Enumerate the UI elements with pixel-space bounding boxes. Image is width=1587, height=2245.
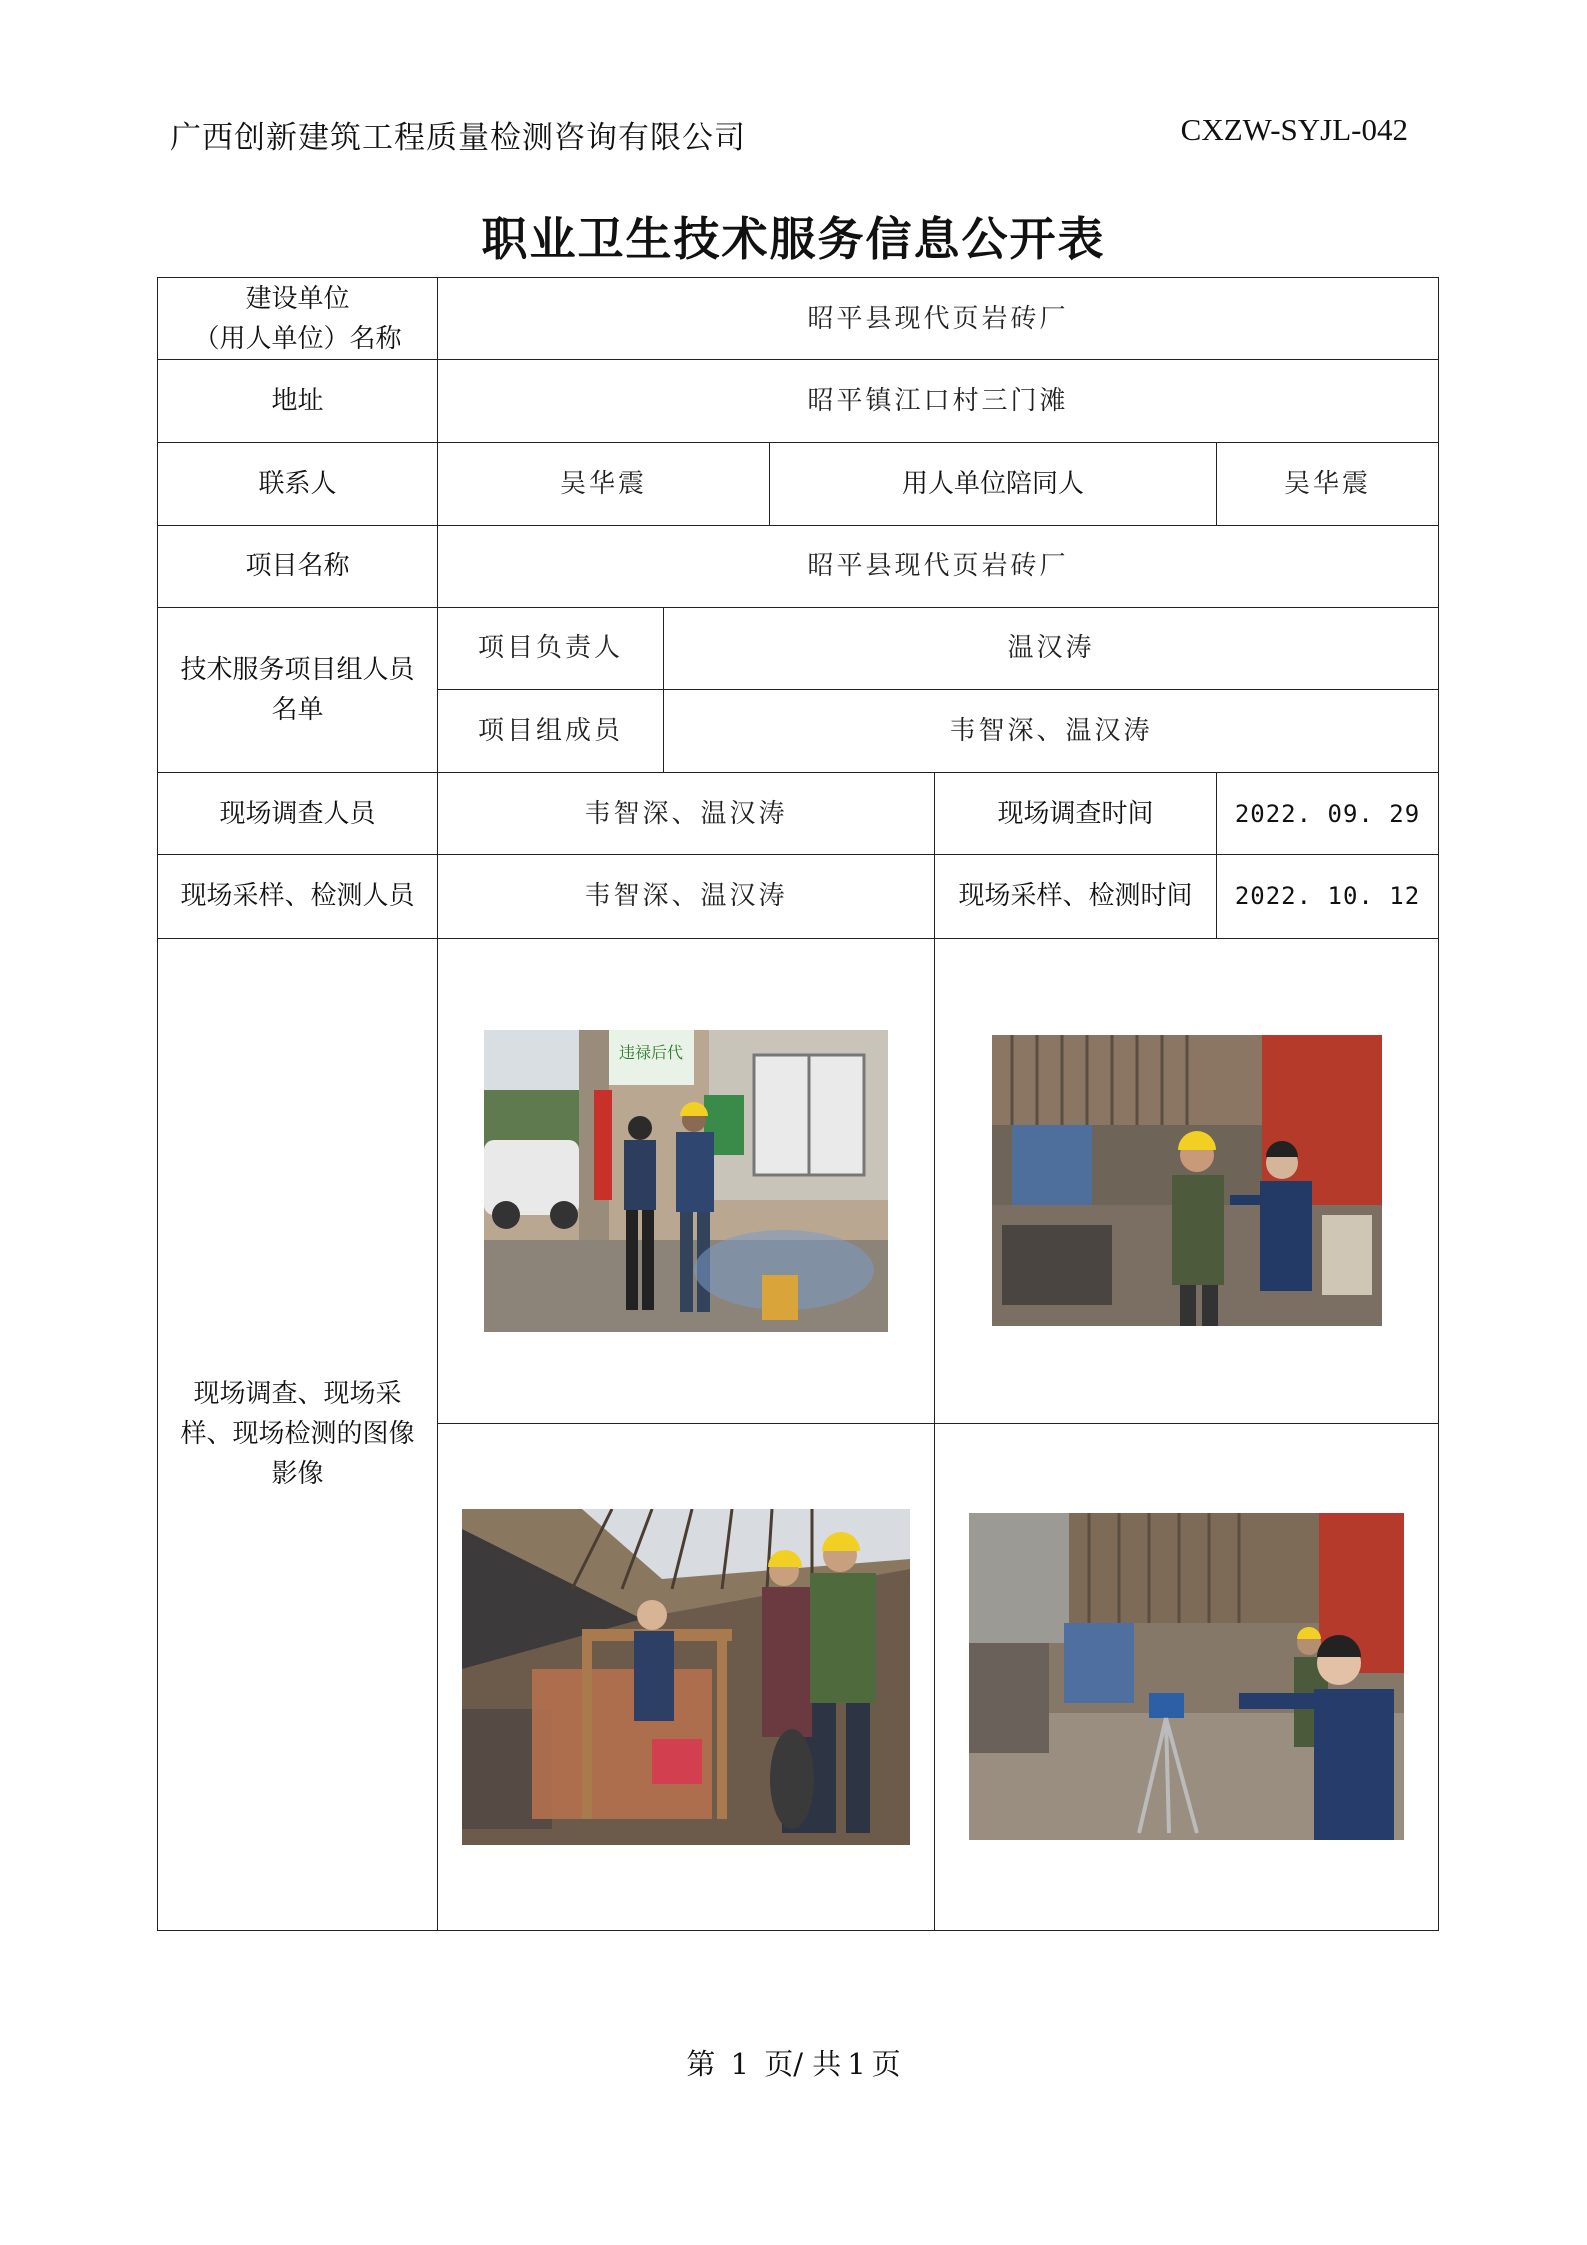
row-project	[158, 525, 1439, 607]
photo-sampling-machine	[462, 1509, 910, 1845]
employer-label-line1: 建设单位	[245, 283, 350, 314]
photo-cell-4	[935, 1423, 1439, 1930]
escort-label: 用人单位陪同人	[770, 443, 1217, 525]
team-label: 技术服务项目组人员名单	[158, 607, 438, 772]
info-table	[157, 277, 1439, 1931]
row-survey	[158, 773, 1439, 855]
address-value: 昭平镇江口村三门滩	[438, 360, 1439, 443]
address-label: 地址	[158, 360, 438, 443]
escort-value: 吴华震	[1217, 443, 1439, 525]
employer-label	[158, 278, 438, 360]
photo-site-entrance	[484, 1030, 888, 1332]
row-photos-top	[158, 938, 1439, 1423]
footer-page-number: 1	[730, 2047, 749, 2081]
survey-time-label: 现场调查时间	[935, 773, 1217, 855]
members-label: 项目组成员	[438, 689, 664, 772]
photo-cell-3	[438, 1423, 935, 1930]
photo-sampling-machine-drawing	[462, 1509, 910, 1845]
survey-staff-value: 韦智深、温汉涛	[438, 773, 935, 855]
footer-suffix: 页	[871, 2047, 901, 2081]
photo-tripod-sampling-drawing	[969, 1513, 1404, 1840]
photo-noise-testing	[992, 1035, 1382, 1326]
page-title: 职业卫生技术服务信息公开表	[481, 212, 1106, 266]
footer-prefix: 第	[686, 2047, 716, 2081]
photo-site-entrance-drawing	[484, 1030, 888, 1332]
row-employer	[158, 278, 1439, 360]
page-footer	[0, 2042, 1587, 2083]
company-name: 广西创新建筑工程质量检测咨询有限公司	[170, 120, 746, 156]
sampling-time-value: 2022. 10. 12	[1217, 855, 1439, 938]
sampling-staff-value: 韦智深、温汉涛	[438, 855, 935, 938]
row-leader	[158, 607, 1439, 689]
photo-cell-2	[935, 938, 1439, 1423]
photo-sign-text: 违禄后代	[618, 1042, 684, 1062]
photo-cell-1	[438, 938, 935, 1423]
row-contact	[158, 443, 1439, 525]
footer-middle: 页/ 共	[764, 2047, 842, 2081]
document-number: CXZW-SYJL-042	[1180, 112, 1408, 147]
sampling-staff-label: 现场采样、检测人员	[158, 855, 438, 938]
sampling-time-label: 现场采样、检测时间	[935, 855, 1217, 938]
project-value: 昭平县现代页岩砖厂	[438, 525, 1439, 607]
leader-label: 项目负责人	[438, 607, 664, 689]
row-sampling	[158, 855, 1439, 938]
contact-value: 吴华震	[438, 443, 770, 525]
members-value: 韦智深、温汉涛	[664, 689, 1439, 772]
survey-staff-label: 现场调查人员	[158, 773, 438, 855]
employer-label-line2: （用人单位）名称	[193, 323, 402, 354]
row-address	[158, 360, 1439, 443]
employer-value: 昭平县现代页岩砖厂	[438, 278, 1439, 360]
leader-value: 温汉涛	[664, 607, 1439, 689]
photo-tripod-sampling	[969, 1513, 1404, 1840]
footer-total-pages: 1	[847, 2047, 866, 2081]
project-label: 项目名称	[158, 525, 438, 607]
images-label: 现场调查、现场采样、现场检测的图像影像	[158, 938, 438, 1931]
contact-label: 联系人	[158, 443, 438, 525]
survey-time-value: 2022. 09. 29	[1217, 773, 1439, 855]
photo-noise-testing-drawing	[992, 1035, 1382, 1326]
